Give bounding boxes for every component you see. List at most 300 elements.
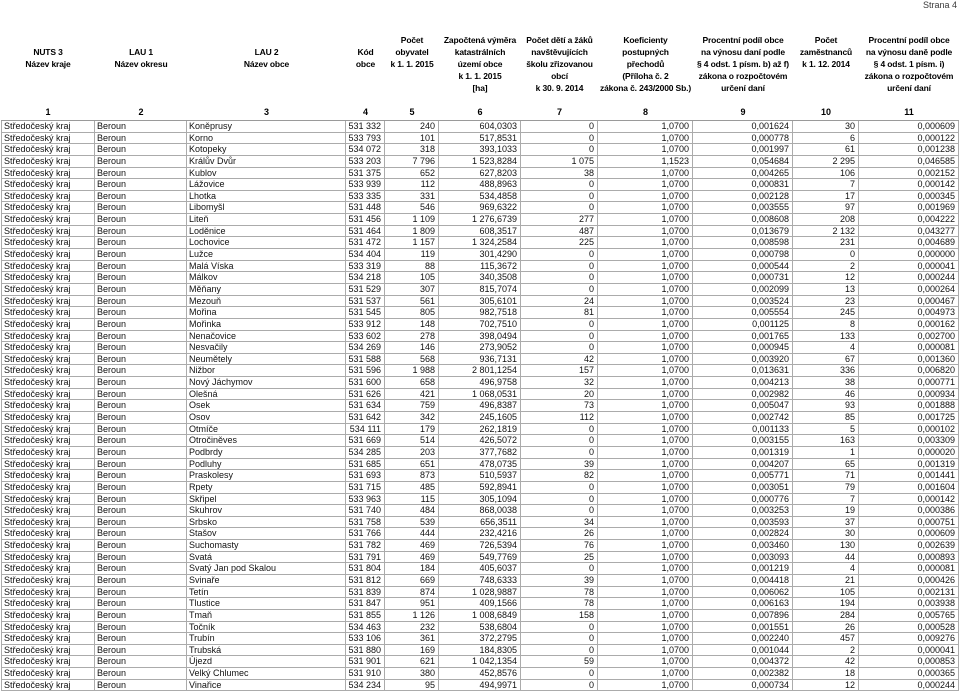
cell-district: Beroun — [95, 424, 187, 436]
header-line: k 30. 9. 2014 — [535, 83, 584, 93]
cell-cadastral-area: 510,5937 — [439, 470, 521, 482]
cell-pupils: 0 — [521, 319, 598, 331]
cell-district: Beroun — [95, 179, 187, 191]
cell-transition-coefficient: 1,0700 — [598, 552, 693, 564]
cell-transition-coefficient: 1,0700 — [598, 342, 693, 354]
cell-district: Beroun — [95, 202, 187, 214]
cell-transition-coefficient: 1,0700 — [598, 435, 693, 447]
header-line: [ha] — [472, 83, 488, 93]
cell-region: Středočeský kraj — [1, 249, 95, 261]
cell-cadastral-area: 478,0735 — [439, 459, 521, 471]
table-row — [1, 505, 959, 517]
cell-region: Středočeský kraj — [1, 424, 95, 436]
cell-municipality-code: 531 332 — [346, 121, 385, 133]
cell-tax-share-i: 0,005765 — [859, 610, 959, 622]
cell-tax-share-i: 0,000081 — [859, 563, 959, 575]
cell-population: 318 — [385, 144, 439, 156]
cell-employees: 2 295 — [793, 156, 859, 168]
cell-tax-share-i: 0,000041 — [859, 645, 959, 657]
column-header-district-name — [95, 34, 187, 94]
cell-pupils: 42 — [521, 354, 598, 366]
cell-tax-share-i: 0,043277 — [859, 226, 959, 238]
cell-pupils: 20 — [521, 389, 598, 401]
cell-transition-coefficient: 1,0700 — [598, 459, 693, 471]
table-row — [1, 482, 959, 494]
cell-district: Beroun — [95, 307, 187, 319]
cell-population: 539 — [385, 517, 439, 529]
cell-municipality: Svatý Jan pod Skalou — [187, 563, 346, 575]
cell-municipality: Otmíče — [187, 424, 346, 436]
cell-region: Středočeský kraj — [1, 121, 95, 133]
cell-transition-coefficient: 1,0700 — [598, 494, 693, 506]
cell-municipality-code: 531 901 — [346, 656, 385, 668]
cell-pupils: 0 — [521, 633, 598, 645]
cell-tax-share-b-f: 0,005554 — [693, 307, 793, 319]
cell-pupils: 0 — [521, 261, 598, 273]
cell-region: Středočeský kraj — [1, 226, 95, 238]
cell-transition-coefficient: 1,0700 — [598, 237, 693, 249]
cell-tax-share-b-f: 0,003920 — [693, 354, 793, 366]
cell-transition-coefficient: 1,0700 — [598, 412, 693, 424]
cell-tax-share-i: 0,000853 — [859, 656, 959, 668]
cell-municipality-code: 534 111 — [346, 424, 385, 436]
cell-pupils: 0 — [521, 191, 598, 203]
cell-cadastral-area: 538,6804 — [439, 622, 521, 634]
cell-municipality-code: 531 537 — [346, 296, 385, 308]
cell-tax-share-i: 0,000081 — [859, 342, 959, 354]
cell-population: 184 — [385, 563, 439, 575]
cell-region: Středočeský kraj — [1, 261, 95, 273]
cell-region: Středočeský kraj — [1, 272, 95, 284]
header-line: NUTS 3 — [33, 47, 63, 57]
cell-municipality: Trubín — [187, 633, 346, 645]
cell-district: Beroun — [95, 598, 187, 610]
cell-population: 444 — [385, 528, 439, 540]
cell-municipality-code: 531 758 — [346, 517, 385, 529]
header-line: obce — [355, 59, 376, 69]
cell-region: Středočeský kraj — [1, 598, 95, 610]
cell-transition-coefficient: 1,0700 — [598, 598, 693, 610]
cell-tax-share-i: 0,001604 — [859, 482, 959, 494]
cell-region: Středočeský kraj — [1, 552, 95, 564]
cell-population: 179 — [385, 424, 439, 436]
cell-tax-share-b-f: 0,000945 — [693, 342, 793, 354]
cell-pupils: 1 075 — [521, 156, 598, 168]
cell-municipality-code: 531 740 — [346, 505, 385, 517]
cell-district: Beroun — [95, 575, 187, 587]
cell-municipality: Liteň — [187, 214, 346, 226]
cell-tax-share-i: 0,001969 — [859, 202, 959, 214]
cell-district: Beroun — [95, 354, 187, 366]
column-header-municipality-name — [187, 34, 346, 94]
cell-pupils: 0 — [521, 284, 598, 296]
cell-employees: 2 132 — [793, 226, 859, 238]
cell-municipality: Malá Víska — [187, 261, 346, 273]
cell-tax-share-i: 0,000244 — [859, 680, 959, 692]
cell-tax-share-i: 0,001360 — [859, 354, 959, 366]
cell-region: Středočeský kraj — [1, 179, 95, 191]
cell-tax-share-i: 0,000142 — [859, 494, 959, 506]
cell-tax-share-i: 0,009276 — [859, 633, 959, 645]
cell-region: Středočeský kraj — [1, 575, 95, 587]
cell-transition-coefficient: 1,0700 — [598, 622, 693, 634]
cell-municipality-code: 531 880 — [346, 645, 385, 657]
cell-pupils: 0 — [521, 121, 598, 133]
cell-municipality-code: 531 804 — [346, 563, 385, 575]
cell-population: 1 109 — [385, 214, 439, 226]
cell-region: Středočeský kraj — [1, 494, 95, 506]
cell-tax-share-i: 0,046585 — [859, 156, 959, 168]
cell-tax-share-i: 0,003309 — [859, 435, 959, 447]
cell-tax-share-i: 0,000162 — [859, 319, 959, 331]
cell-municipality-code: 531 472 — [346, 237, 385, 249]
table-row — [1, 540, 959, 552]
cell-transition-coefficient: 1,0700 — [598, 563, 693, 575]
column-header-population — [385, 34, 439, 94]
cell-municipality: Osek — [187, 400, 346, 412]
cell-employees: 4 — [793, 342, 859, 354]
cell-cadastral-area: 627,8203 — [439, 168, 521, 180]
cell-pupils: 0 — [521, 272, 598, 284]
cell-transition-coefficient: 1,0700 — [598, 517, 693, 529]
cell-population: 658 — [385, 377, 439, 389]
cell-tax-share-b-f: 0,003524 — [693, 296, 793, 308]
header-line: katastrálních — [454, 47, 506, 57]
cell-tax-share-i: 0,000893 — [859, 552, 959, 564]
cell-municipality-code: 531 847 — [346, 598, 385, 610]
header-line: Kód — [357, 47, 374, 57]
header-line: (Příloha č. 2 — [622, 71, 669, 81]
cell-cadastral-area: 1 523,8284 — [439, 156, 521, 168]
cell-population: 485 — [385, 482, 439, 494]
column-number: 9 — [740, 107, 746, 117]
cell-cadastral-area: 496,9758 — [439, 377, 521, 389]
cell-tax-share-i: 0,000365 — [859, 668, 959, 680]
cell-pupils: 0 — [521, 179, 598, 191]
cell-tax-share-i: 0,001319 — [859, 459, 959, 471]
cell-municipality-code: 531 626 — [346, 389, 385, 401]
cell-cadastral-area: 936,7131 — [439, 354, 521, 366]
cell-municipality-code: 533 335 — [346, 191, 385, 203]
cell-cadastral-area: 496,8387 — [439, 400, 521, 412]
cell-tax-share-i: 0,000122 — [859, 133, 959, 145]
cell-tax-share-b-f: 0,003555 — [693, 202, 793, 214]
cell-region: Středočeský kraj — [1, 307, 95, 319]
cell-population: 146 — [385, 342, 439, 354]
cell-cadastral-area: 1 324,2584 — [439, 237, 521, 249]
column-header-region-name — [1, 34, 95, 94]
table-row — [1, 249, 959, 261]
cell-tax-share-b-f: 0,013679 — [693, 226, 793, 238]
cell-transition-coefficient: 1,0700 — [598, 226, 693, 238]
cell-pupils: 25 — [521, 552, 598, 564]
page-number-label: Strana 4 — [922, 0, 957, 10]
cell-employees: 4 — [793, 563, 859, 575]
cell-tax-share-b-f: 0,004418 — [693, 575, 793, 587]
cell-population: 307 — [385, 284, 439, 296]
cell-municipality-code: 534 218 — [346, 272, 385, 284]
cell-municipality: Lochovice — [187, 237, 346, 249]
cell-employees: 194 — [793, 598, 859, 610]
cell-pupils: 0 — [521, 447, 598, 459]
cell-tax-share-i: 0,004689 — [859, 237, 959, 249]
cell-employees: 1 — [793, 447, 859, 459]
table-row — [1, 494, 959, 506]
cell-cadastral-area: 372,2795 — [439, 633, 521, 645]
table-row — [1, 261, 959, 273]
cell-transition-coefficient: 1,1523 — [598, 156, 693, 168]
cell-pupils: 73 — [521, 400, 598, 412]
cell-tax-share-b-f: 0,005771 — [693, 470, 793, 482]
cell-municipality-code: 531 812 — [346, 575, 385, 587]
cell-population: 568 — [385, 354, 439, 366]
cell-municipality-code: 531 600 — [346, 377, 385, 389]
table-row — [1, 633, 959, 645]
header-line: školu zřizovanou — [526, 59, 593, 69]
table-row — [1, 214, 959, 226]
cell-transition-coefficient: 1,0700 — [598, 505, 693, 517]
cell-municipality: Nenačovice — [187, 331, 346, 343]
cell-district: Beroun — [95, 435, 187, 447]
cell-pupils: 487 — [521, 226, 598, 238]
header-line: zaměstnanců — [799, 47, 853, 57]
cell-municipality: Otročiněves — [187, 435, 346, 447]
cell-municipality-code: 533 319 — [346, 261, 385, 273]
cell-municipality: Svatá — [187, 552, 346, 564]
header-line: Procentní podíl obce — [868, 35, 950, 45]
cell-cadastral-area: 115,3672 — [439, 261, 521, 273]
cell-population: 203 — [385, 447, 439, 459]
table-row — [1, 459, 959, 471]
cell-municipality: Málkov — [187, 272, 346, 284]
cell-region: Středočeský kraj — [1, 354, 95, 366]
cell-cadastral-area: 1 276,6739 — [439, 214, 521, 226]
column-header-cadastral-area — [439, 34, 521, 94]
cell-cadastral-area: 494,9971 — [439, 680, 521, 692]
cell-tax-share-b-f: 0,003593 — [693, 517, 793, 529]
cell-municipality-code: 531 448 — [346, 202, 385, 214]
cell-population: 232 — [385, 622, 439, 634]
column-header-employees — [793, 34, 859, 94]
header-line: na výnosu daní podle — [701, 47, 785, 57]
cell-district: Beroun — [95, 389, 187, 401]
cell-district: Beroun — [95, 365, 187, 377]
cell-tax-share-i: 0,000000 — [859, 249, 959, 261]
cell-employees: 5 — [793, 424, 859, 436]
table-body — [1, 120, 959, 691]
cell-tax-share-i: 0,000142 — [859, 179, 959, 191]
cell-population: 101 — [385, 133, 439, 145]
cell-cadastral-area: 549,7769 — [439, 552, 521, 564]
cell-cadastral-area: 1 068,0531 — [439, 389, 521, 401]
header-line: navštěvujících — [531, 47, 588, 57]
cell-region: Středočeský kraj — [1, 633, 95, 645]
table-row — [1, 587, 959, 599]
cell-municipality-code: 531 669 — [346, 435, 385, 447]
cell-population: 805 — [385, 307, 439, 319]
cell-pupils: 0 — [521, 342, 598, 354]
cell-region: Středočeský kraj — [1, 389, 95, 401]
cell-tax-share-i: 0,000041 — [859, 261, 959, 273]
cell-employees: 336 — [793, 365, 859, 377]
cell-tax-share-i: 0,004222 — [859, 214, 959, 226]
cell-municipality-code: 533 963 — [346, 494, 385, 506]
cell-district: Beroun — [95, 377, 187, 389]
cell-district: Beroun — [95, 133, 187, 145]
header-line: Název okresu — [114, 59, 168, 69]
cell-tax-share-i: 0,004973 — [859, 307, 959, 319]
cell-municipality: Libomyšl — [187, 202, 346, 214]
cell-employees: 106 — [793, 168, 859, 180]
cell-pupils: 81 — [521, 307, 598, 319]
cell-municipality-code: 533 106 — [346, 633, 385, 645]
cell-transition-coefficient: 1,0700 — [598, 528, 693, 540]
cell-pupils: 39 — [521, 459, 598, 471]
table-row — [1, 470, 959, 482]
cell-region: Středočeský kraj — [1, 656, 95, 668]
cell-pupils: 277 — [521, 214, 598, 226]
cell-transition-coefficient: 1,0700 — [598, 249, 693, 261]
cell-transition-coefficient: 1,0700 — [598, 191, 693, 203]
column-header-tax-share-b-f — [693, 34, 793, 94]
table-row — [1, 552, 959, 564]
cell-region: Středočeský kraj — [1, 365, 95, 377]
cell-municipality: Kublov — [187, 168, 346, 180]
cell-district: Beroun — [95, 272, 187, 284]
cell-municipality: Tmaň — [187, 610, 346, 622]
table-header — [1, 34, 959, 94]
cell-cadastral-area: 604,0303 — [439, 121, 521, 133]
cell-pupils: 0 — [521, 202, 598, 214]
cell-tax-share-i: 0,000020 — [859, 447, 959, 459]
cell-tax-share-b-f: 0,000831 — [693, 179, 793, 191]
cell-municipality: Lhotka — [187, 191, 346, 203]
cell-tax-share-b-f: 0,005047 — [693, 400, 793, 412]
cell-employees: 2 — [793, 645, 859, 657]
cell-transition-coefficient: 1,0700 — [598, 610, 693, 622]
column-number: 7 — [556, 107, 562, 117]
cell-cadastral-area: 982,7518 — [439, 307, 521, 319]
cell-district: Beroun — [95, 587, 187, 599]
cell-transition-coefficient: 1,0700 — [598, 144, 693, 156]
table-row — [1, 680, 959, 692]
header-line: Název obce — [243, 59, 290, 69]
table-row — [1, 668, 959, 680]
cell-municipality: Lužce — [187, 249, 346, 261]
cell-district: Beroun — [95, 121, 187, 133]
cell-tax-share-b-f: 0,054684 — [693, 156, 793, 168]
cell-employees: 30 — [793, 528, 859, 540]
cell-employees: 97 — [793, 202, 859, 214]
cell-cadastral-area: 393,1033 — [439, 144, 521, 156]
cell-municipality: Mořina — [187, 307, 346, 319]
cell-tax-share-i: 0,000345 — [859, 191, 959, 203]
table-row — [1, 342, 959, 354]
cell-municipality: Stašov — [187, 528, 346, 540]
header-line: zákona o rozpočtovém — [864, 71, 954, 81]
cell-district: Beroun — [95, 144, 187, 156]
table-row — [1, 424, 959, 436]
cell-transition-coefficient: 1,0700 — [598, 261, 693, 273]
cell-pupils: 26 — [521, 528, 598, 540]
cell-population: 759 — [385, 400, 439, 412]
cell-municipality-code: 533 203 — [346, 156, 385, 168]
cell-employees: 133 — [793, 331, 859, 343]
cell-pupils: 34 — [521, 517, 598, 529]
cell-municipality: Podbrdy — [187, 447, 346, 459]
table-row — [1, 296, 959, 308]
cell-employees: 231 — [793, 237, 859, 249]
cell-employees: 21 — [793, 575, 859, 587]
cell-transition-coefficient: 1,0700 — [598, 668, 693, 680]
cell-municipality-code: 534 234 — [346, 680, 385, 692]
cell-tax-share-b-f: 0,000544 — [693, 261, 793, 273]
cell-district: Beroun — [95, 237, 187, 249]
cell-region: Středočeský kraj — [1, 587, 95, 599]
cell-employees: 65 — [793, 459, 859, 471]
cell-municipality-code: 531 855 — [346, 610, 385, 622]
cell-pupils: 78 — [521, 598, 598, 610]
table-row — [1, 622, 959, 634]
cell-district: Beroun — [95, 249, 187, 261]
column-header-municipality-code — [346, 34, 385, 94]
cell-cadastral-area: 868,0038 — [439, 505, 521, 517]
cell-tax-share-i: 0,001725 — [859, 412, 959, 424]
cell-region: Středočeský kraj — [1, 517, 95, 529]
cell-cadastral-area: 273,9052 — [439, 342, 521, 354]
table-row — [1, 598, 959, 610]
cell-population: 331 — [385, 191, 439, 203]
cell-population: 1 809 — [385, 226, 439, 238]
cell-population: 1 988 — [385, 365, 439, 377]
cell-employees: 12 — [793, 680, 859, 692]
cell-region: Středočeský kraj — [1, 133, 95, 145]
cell-municipality: Svinaře — [187, 575, 346, 587]
header-line: Koeficienty — [623, 35, 668, 45]
cell-district: Beroun — [95, 622, 187, 634]
cell-population: 88 — [385, 261, 439, 273]
cell-tax-share-b-f: 0,002824 — [693, 528, 793, 540]
cell-transition-coefficient: 1,0700 — [598, 633, 693, 645]
cell-municipality: Nový Jáchymov — [187, 377, 346, 389]
cell-population: 119 — [385, 249, 439, 261]
cell-tax-share-b-f: 0,004265 — [693, 168, 793, 180]
cell-employees: 163 — [793, 435, 859, 447]
cell-cadastral-area: 305,6101 — [439, 296, 521, 308]
cell-pupils: 112 — [521, 412, 598, 424]
cell-municipality-code: 531 685 — [346, 459, 385, 471]
cell-pupils: 59 — [521, 656, 598, 668]
cell-region: Středočeský kraj — [1, 342, 95, 354]
cell-population: 546 — [385, 202, 439, 214]
cell-municipality: Velký Chlumec — [187, 668, 346, 680]
cell-pupils: 225 — [521, 237, 598, 249]
header-line: Název kraje — [25, 59, 71, 69]
header-line: k 1. 1. 2015 — [390, 59, 434, 69]
cell-employees: 23 — [793, 296, 859, 308]
cell-municipality: Skuhrov — [187, 505, 346, 517]
cell-municipality-code: 534 404 — [346, 249, 385, 261]
column-number: 3 — [263, 107, 269, 117]
cell-cadastral-area: 969,6322 — [439, 202, 521, 214]
cell-cadastral-area: 608,3517 — [439, 226, 521, 238]
cell-cadastral-area: 748,6333 — [439, 575, 521, 587]
cell-municipality-code: 531 791 — [346, 552, 385, 564]
table-row — [1, 319, 959, 331]
table-row — [1, 226, 959, 238]
cell-tax-share-b-f: 0,001765 — [693, 331, 793, 343]
cell-employees: 71 — [793, 470, 859, 482]
